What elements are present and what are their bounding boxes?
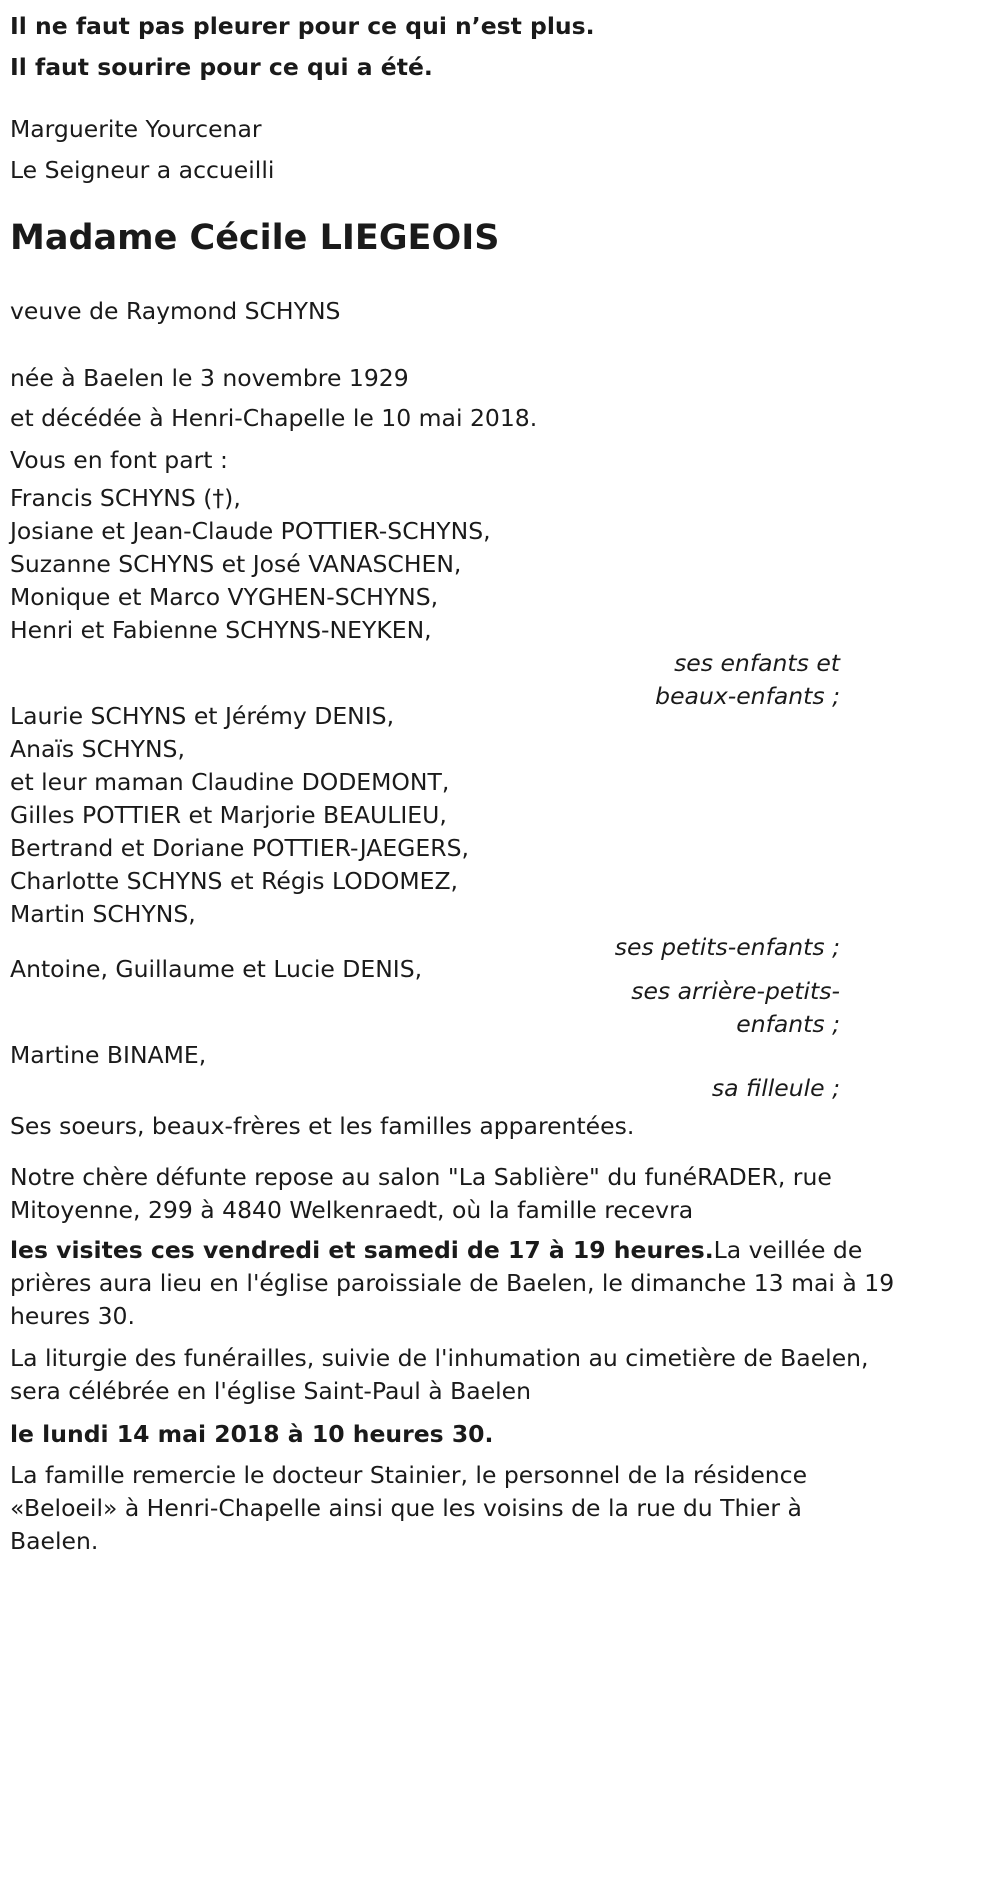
visits-block xyxy=(10,1234,895,1333)
author-block xyxy=(10,109,840,191)
liturgy-line-2: sera célébrée en l'église Saint-Paul à Baelen xyxy=(10,1377,532,1405)
grandchildren-role: ses petits-enfants ; xyxy=(614,933,840,961)
dates-block xyxy=(10,358,840,480)
grandchildren-block xyxy=(10,700,840,964)
announce-line: Vous en font part : xyxy=(10,446,228,474)
liturgy-block xyxy=(10,1342,869,1408)
thanks-line-2: «Beloeil» à Henri-Chapelle ainsi que les voisins de la rue du Thier à xyxy=(10,1494,802,1522)
grandchild-name: Gilles POTTIER et Marjorie BEAULIEU, xyxy=(10,801,447,829)
grandchild-name: Martin SCHYNS, xyxy=(10,900,196,928)
great-grandchildren-role-block xyxy=(10,975,840,1041)
child-name: Henri et Fabienne SCHYNS-NEYKEN, xyxy=(10,616,432,644)
child-name: Suzanne SCHYNS et José VANASCHEN, xyxy=(10,550,462,578)
quote-author: Marguerite Yourcenar xyxy=(10,115,262,143)
deceased-name: Madame Cécile LIEGEOIS xyxy=(10,218,500,258)
wake-line-1: La veillée de xyxy=(713,1236,863,1264)
grandchild-name: et leur maman Claudine DODEMONT, xyxy=(10,768,450,796)
children-role-line-2: beaux-enfants ; xyxy=(655,682,840,710)
grandchild-name: Bertrand et Doriane POTTIER-JAEGERS, xyxy=(10,834,469,862)
widow-block xyxy=(10,291,840,331)
rest-line-2: Mitoyenne, 299 à 4840 Welkenraedt, où la famille recevra xyxy=(10,1196,694,1224)
grandchild-name: Laurie SCHYNS et Jérémy DENIS, xyxy=(10,702,395,730)
grandchild-name: Anaïs SCHYNS, xyxy=(10,735,185,763)
visits-hours: les visites ces vendredi et samedi de 17 à 19 heures. xyxy=(10,1236,714,1264)
rest-line-1: Notre chère défunte repose au salon "La Sablière" du funéRADER, rue xyxy=(10,1163,832,1191)
thanks-block xyxy=(10,1459,840,1558)
thanks-line-1: La famille remercie le docteur Stainier, le personnel de la résidence xyxy=(10,1461,808,1489)
great-grandchild-name: Antoine, Guillaume et Lucie DENIS, xyxy=(10,955,423,983)
widow-of: veuve de Raymond SCHYNS xyxy=(10,297,341,325)
thanks-line-3: Baelen. xyxy=(10,1527,99,1555)
rest-block xyxy=(10,1161,840,1227)
great-grandchildren-role-line-1: ses arrière-petits- xyxy=(631,977,840,1005)
goddaughter-block xyxy=(10,1039,840,1105)
siblings-block xyxy=(10,1106,840,1146)
visits-line-1 xyxy=(10,1234,863,1267)
goddaughter-role: sa filleule ; xyxy=(711,1074,840,1102)
great-grandchildren-role-line-2: enfants ; xyxy=(736,1010,840,1038)
grandchild-name: Charlotte SCHYNS et Régis LODOMEZ, xyxy=(10,867,459,895)
death-line: et décédée à Henri-Chapelle le 10 mai 2018. xyxy=(10,404,538,432)
wake-line-3: heures 30. xyxy=(10,1302,135,1330)
quote-line-2: Il faut sourire pour ce qui a été. xyxy=(10,53,433,81)
deceased-name-block xyxy=(10,214,840,262)
child-name: Francis SCHYNS (†), xyxy=(10,484,241,512)
children-role-line-1: ses enfants et xyxy=(674,649,840,677)
goddaughter-name: Martine BINAME, xyxy=(10,1041,207,1069)
children-block xyxy=(10,482,840,713)
intro-text: Le Seigneur a accueilli xyxy=(10,156,275,184)
wake-line-2: prières aura lieu en l'église paroissiale de Baelen, le dimanche 13 mai à 19 xyxy=(10,1269,895,1297)
liturgy-date-block xyxy=(10,1414,840,1454)
quote-block xyxy=(10,6,840,88)
quote-line-1: Il ne faut pas pleurer pour ce qui n’est plus. xyxy=(10,12,595,40)
child-name: Monique et Marco VYGHEN-SCHYNS, xyxy=(10,583,439,611)
siblings-line: Ses soeurs, beaux-frères et les familles apparentées. xyxy=(10,1112,635,1140)
liturgy-date: le lundi 14 mai 2018 à 10 heures 30. xyxy=(10,1420,494,1448)
child-name: Josiane et Jean-Claude POTTIER-SCHYNS, xyxy=(10,517,491,545)
liturgy-line-1: La liturgie des funérailles, suivie de l'inhumation au cimetière de Baelen, xyxy=(10,1344,869,1372)
birth-line: née à Baelen le 3 novembre 1929 xyxy=(10,364,409,392)
